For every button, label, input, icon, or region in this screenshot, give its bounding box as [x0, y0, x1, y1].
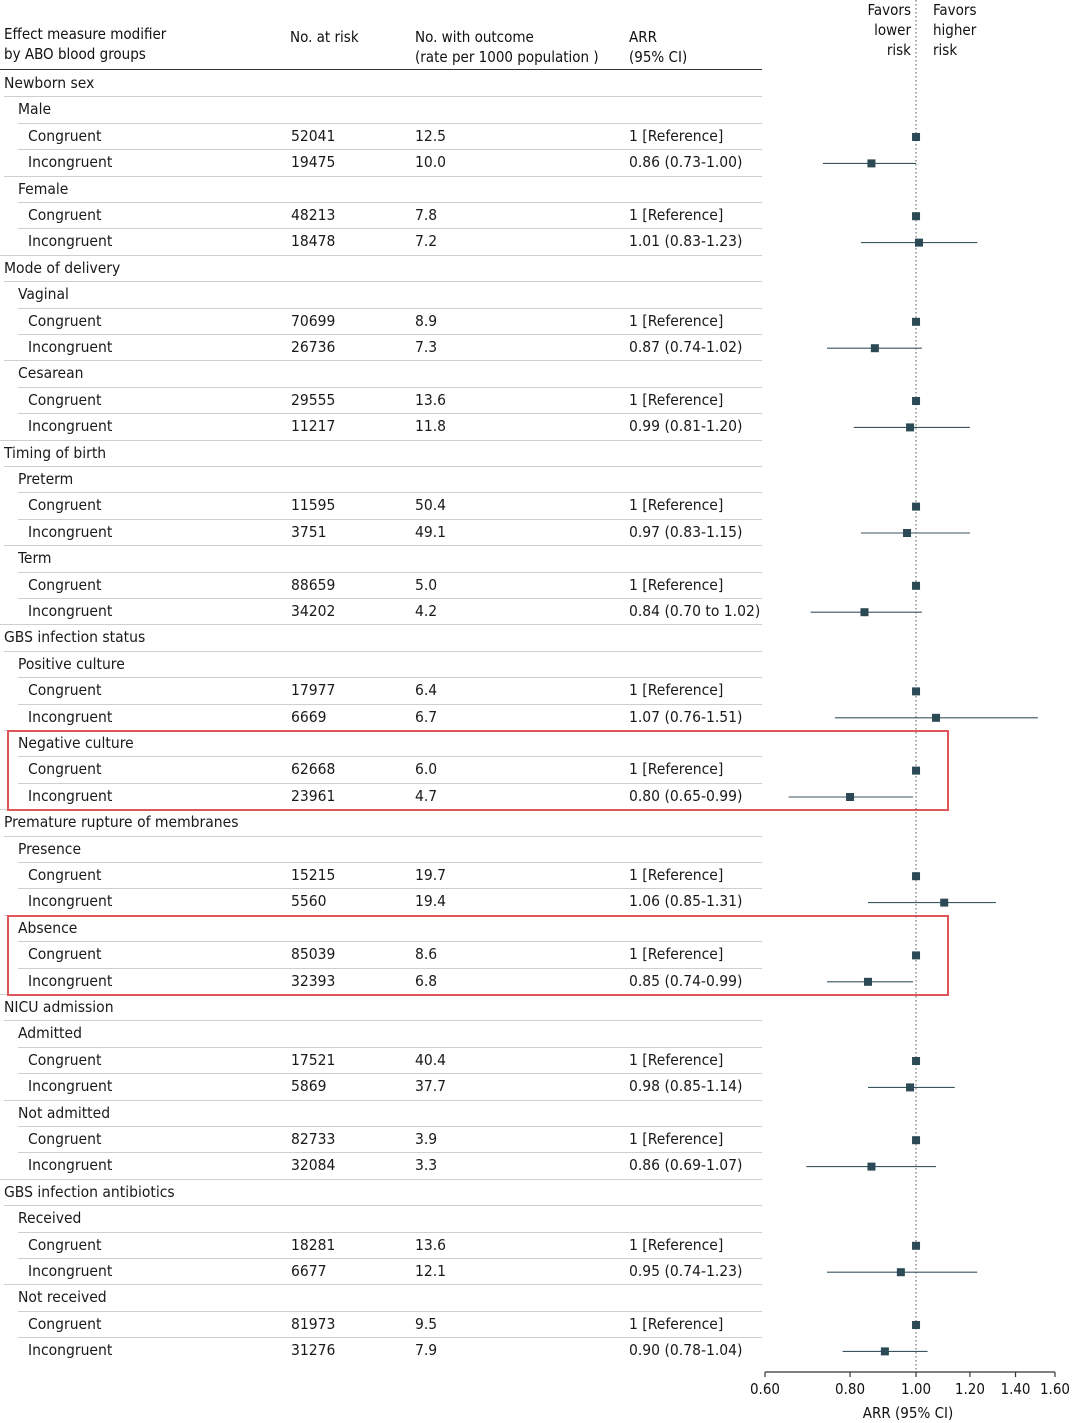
- row-label: Incongruent: [28, 707, 113, 726]
- row-arr: 1.06 (0.85-1.31): [629, 892, 743, 911]
- row-arr: 0.86 (0.73-1.00): [629, 153, 743, 172]
- point-marker: [871, 344, 879, 352]
- header-no-at-risk: No. at risk: [290, 28, 359, 46]
- row-label: Congruent: [28, 1130, 102, 1148]
- row-label: Incongruent: [28, 786, 113, 805]
- row-label: Positive culture: [18, 654, 125, 673]
- row-label: Preterm: [18, 470, 74, 488]
- point-marker: [881, 1347, 889, 1355]
- row-arr: 0.95 (0.74-1.23): [629, 1262, 743, 1280]
- row-rate: 4.2: [415, 602, 438, 620]
- row-no-at-risk: 29555: [291, 390, 336, 409]
- point-marker: [903, 529, 911, 537]
- row-arr: 1 [Reference]: [629, 1235, 724, 1254]
- row-arr: 1 [Reference]: [629, 1130, 724, 1148]
- row-label: Received: [18, 1209, 82, 1228]
- row-rate: 12.1: [415, 1262, 447, 1280]
- row-no-at-risk: 62668: [291, 760, 336, 779]
- favors-higher-line3: risk: [933, 41, 958, 59]
- row-no-at-risk: 11595: [291, 496, 336, 515]
- row-rate: 6.8: [415, 971, 438, 990]
- row-no-at-risk: 17521: [291, 1050, 336, 1069]
- row-rate: 3.9: [415, 1130, 438, 1148]
- row-arr: 0.87 (0.74-1.02): [629, 338, 743, 356]
- row-rate: 6.0: [415, 760, 438, 779]
- row-label: Term: [18, 549, 52, 568]
- point-marker: [915, 239, 923, 247]
- row-rate: 4.7: [415, 786, 438, 805]
- row-label: Congruent: [28, 311, 102, 330]
- point-marker: [906, 1083, 914, 1091]
- point-marker: [867, 1163, 875, 1171]
- point-marker: [912, 212, 920, 220]
- row-rate: 19.4: [415, 892, 447, 911]
- row-label: Newborn sex: [4, 74, 95, 92]
- row-rate: 7.2: [415, 232, 438, 251]
- row-rate: 10.0: [415, 153, 447, 172]
- row-label: Congruent: [28, 866, 102, 884]
- point-marker: [940, 899, 948, 907]
- point-marker: [912, 1136, 920, 1144]
- row-arr: 1.01 (0.83-1.23): [629, 232, 743, 251]
- row-arr: 1 [Reference]: [629, 575, 724, 594]
- row-rate: 6.4: [415, 681, 438, 700]
- point-marker: [912, 582, 920, 590]
- row-rate: 40.4: [415, 1050, 447, 1069]
- row-label: Incongruent: [28, 1341, 113, 1360]
- row-rate: 19.7: [415, 866, 447, 884]
- row-rate: 9.5: [415, 1314, 438, 1333]
- row-no-at-risk: 82733: [291, 1130, 336, 1148]
- favors-higher-line2: higher: [933, 21, 977, 39]
- row-label: Incongruent: [28, 971, 113, 990]
- row-no-at-risk: 23961: [291, 786, 336, 805]
- row-label: Cesarean: [18, 364, 84, 383]
- row-no-at-risk: 32393: [291, 971, 336, 990]
- row-arr: 0.85 (0.74-0.99): [629, 971, 743, 990]
- x-tick-label: 0.80: [835, 1380, 866, 1398]
- row-arr: 1 [Reference]: [629, 496, 724, 515]
- row-arr: 1 [Reference]: [629, 760, 724, 779]
- x-tick-label: 1.40: [1000, 1380, 1031, 1398]
- row-label: Incongruent: [28, 153, 113, 172]
- row-no-at-risk: 15215: [291, 866, 336, 884]
- row-no-at-risk: 32084: [291, 1156, 336, 1175]
- row-arr: 0.84 (0.70 to 1.02): [629, 602, 761, 620]
- favors-lower-line1: Favors: [867, 1, 911, 19]
- row-label: Congruent: [28, 1235, 102, 1254]
- row-label: Not admitted: [18, 1103, 111, 1122]
- row-label: NICU admission: [4, 998, 114, 1016]
- row-arr: 1 [Reference]: [629, 311, 724, 330]
- row-rate: 49.1: [415, 522, 447, 541]
- header-effect-modifier-line1: Effect measure modifier: [4, 25, 167, 43]
- row-label: Presence: [18, 839, 82, 858]
- row-label: Incongruent: [28, 1262, 113, 1280]
- row-rate: 7.9: [415, 1341, 438, 1360]
- row-arr: 1 [Reference]: [629, 206, 724, 224]
- row-no-at-risk: 5560: [291, 892, 327, 911]
- row-label: Congruent: [28, 126, 102, 145]
- row-no-at-risk: 81973: [291, 1314, 336, 1333]
- row-label: Female: [18, 179, 69, 198]
- row-label: GBS infection antibiotics: [4, 1182, 175, 1201]
- row-rate: 12.5: [415, 126, 447, 145]
- point-marker: [912, 1242, 920, 1250]
- favors-lower-line3: risk: [886, 41, 911, 59]
- point-marker: [906, 423, 914, 431]
- row-label: Congruent: [28, 1314, 102, 1333]
- row-label: Congruent: [28, 945, 102, 964]
- row-no-at-risk: 3751: [291, 522, 327, 541]
- row-label: Incongruent: [28, 1156, 113, 1175]
- point-marker: [897, 1268, 905, 1276]
- row-arr: 0.80 (0.65-0.99): [629, 786, 743, 805]
- row-arr: 0.99 (0.81-1.20): [629, 417, 743, 436]
- row-rate: 8.9: [415, 311, 438, 330]
- row-no-at-risk: 70699: [291, 311, 336, 330]
- row-arr: 1 [Reference]: [629, 126, 724, 145]
- row-no-at-risk: 6669: [291, 707, 327, 726]
- row-label: Incongruent: [28, 417, 113, 436]
- row-rate: 11.8: [415, 417, 447, 436]
- row-no-at-risk: 5869: [291, 1077, 327, 1096]
- row-label: Negative culture: [18, 734, 134, 752]
- favors-higher-line1: Favors: [933, 1, 977, 19]
- row-no-at-risk: 6677: [291, 1262, 327, 1280]
- favors-lower-line2: lower: [874, 21, 911, 39]
- header-no-with-outcome-line2: (rate per 1000 population ): [415, 48, 599, 66]
- x-axis-label: ARR (95% CI): [862, 1404, 954, 1422]
- row-rate: 37.7: [415, 1077, 447, 1096]
- row-no-at-risk: 52041: [291, 126, 336, 145]
- row-no-at-risk: 48213: [291, 206, 336, 224]
- row-rate: 8.6: [415, 945, 438, 964]
- row-no-at-risk: 26736: [291, 338, 336, 356]
- row-no-at-risk: 18478: [291, 232, 336, 251]
- header-arr-line1: ARR: [629, 28, 657, 46]
- point-marker: [912, 767, 920, 775]
- row-label: Incongruent: [28, 338, 113, 356]
- row-label: Congruent: [28, 206, 102, 224]
- row-label: Incongruent: [28, 1077, 113, 1096]
- row-no-at-risk: 31276: [291, 1341, 336, 1360]
- row-label: Timing of birth: [4, 443, 107, 462]
- point-marker: [912, 951, 920, 959]
- x-tick-label: 0.60: [749, 1380, 781, 1398]
- row-rate: 7.3: [415, 338, 438, 356]
- point-marker: [846, 793, 854, 801]
- row-label: Incongruent: [28, 602, 113, 620]
- row-arr: 1 [Reference]: [629, 1050, 724, 1069]
- row-arr: 1 [Reference]: [629, 390, 724, 409]
- point-marker: [912, 1057, 920, 1065]
- row-label: Congruent: [28, 496, 102, 515]
- row-label: Mode of delivery: [4, 258, 121, 277]
- row-arr: 1 [Reference]: [629, 945, 724, 964]
- row-label: Congruent: [28, 390, 102, 409]
- row-arr: 0.90 (0.78-1.04): [629, 1341, 743, 1360]
- row-arr: 1.07 (0.76-1.51): [629, 707, 743, 726]
- row-rate: 3.3: [415, 1156, 438, 1175]
- point-marker: [912, 133, 920, 141]
- point-marker: [912, 687, 920, 695]
- row-arr: 0.86 (0.69-1.07): [629, 1156, 743, 1175]
- point-marker: [912, 872, 920, 880]
- row-label: Incongruent: [28, 522, 113, 541]
- row-label: Male: [18, 100, 52, 119]
- row-label: Congruent: [28, 681, 102, 700]
- row-label: Absence: [18, 918, 78, 937]
- point-marker: [912, 1321, 920, 1329]
- row-no-at-risk: 34202: [291, 602, 336, 620]
- x-tick-label: 1.60: [1039, 1380, 1071, 1398]
- row-no-at-risk: 11217: [291, 417, 336, 436]
- row-label: Vaginal: [18, 285, 69, 304]
- row-arr: 0.97 (0.83-1.15): [629, 522, 743, 541]
- point-marker: [912, 397, 920, 405]
- row-label: Congruent: [28, 575, 102, 594]
- row-rate: 6.7: [415, 707, 438, 726]
- row-rate: 13.6: [415, 390, 447, 409]
- row-label: Admitted: [18, 1024, 82, 1043]
- row-no-at-risk: 19475: [291, 153, 336, 172]
- row-label: Congruent: [28, 1050, 102, 1069]
- point-marker: [867, 159, 875, 167]
- x-tick-label: 1.20: [954, 1380, 985, 1398]
- row-label: Not received: [18, 1288, 107, 1307]
- point-marker: [912, 503, 920, 511]
- row-rate: 7.8: [415, 206, 438, 224]
- row-no-at-risk: 88659: [291, 575, 336, 594]
- point-marker: [864, 978, 872, 986]
- point-marker: [912, 318, 920, 326]
- point-marker: [932, 714, 940, 722]
- row-rate: 5.0: [415, 575, 438, 594]
- header-no-with-outcome-line1: No. with outcome: [415, 28, 534, 46]
- row-label: Congruent: [28, 760, 102, 779]
- row-no-at-risk: 18281: [291, 1235, 336, 1254]
- row-no-at-risk: 85039: [291, 945, 336, 964]
- row-arr: 1 [Reference]: [629, 681, 724, 700]
- row-arr: 0.98 (0.85-1.14): [629, 1077, 743, 1096]
- row-no-at-risk: 17977: [291, 681, 336, 700]
- row-arr: 1 [Reference]: [629, 866, 724, 884]
- x-tick-label: 1.00: [901, 1380, 932, 1398]
- row-rate: 13.6: [415, 1235, 447, 1254]
- header-effect-modifier-line2: by ABO blood groups: [4, 45, 146, 63]
- row-label: Premature rupture of membranes: [4, 813, 239, 832]
- point-marker: [860, 608, 868, 616]
- row-label: Incongruent: [28, 892, 113, 911]
- header-arr-line2: (95% CI): [629, 48, 688, 66]
- row-label: GBS infection status: [4, 628, 146, 647]
- row-label: Incongruent: [28, 232, 113, 251]
- row-rate: 50.4: [415, 496, 447, 515]
- row-arr: 1 [Reference]: [629, 1314, 724, 1333]
